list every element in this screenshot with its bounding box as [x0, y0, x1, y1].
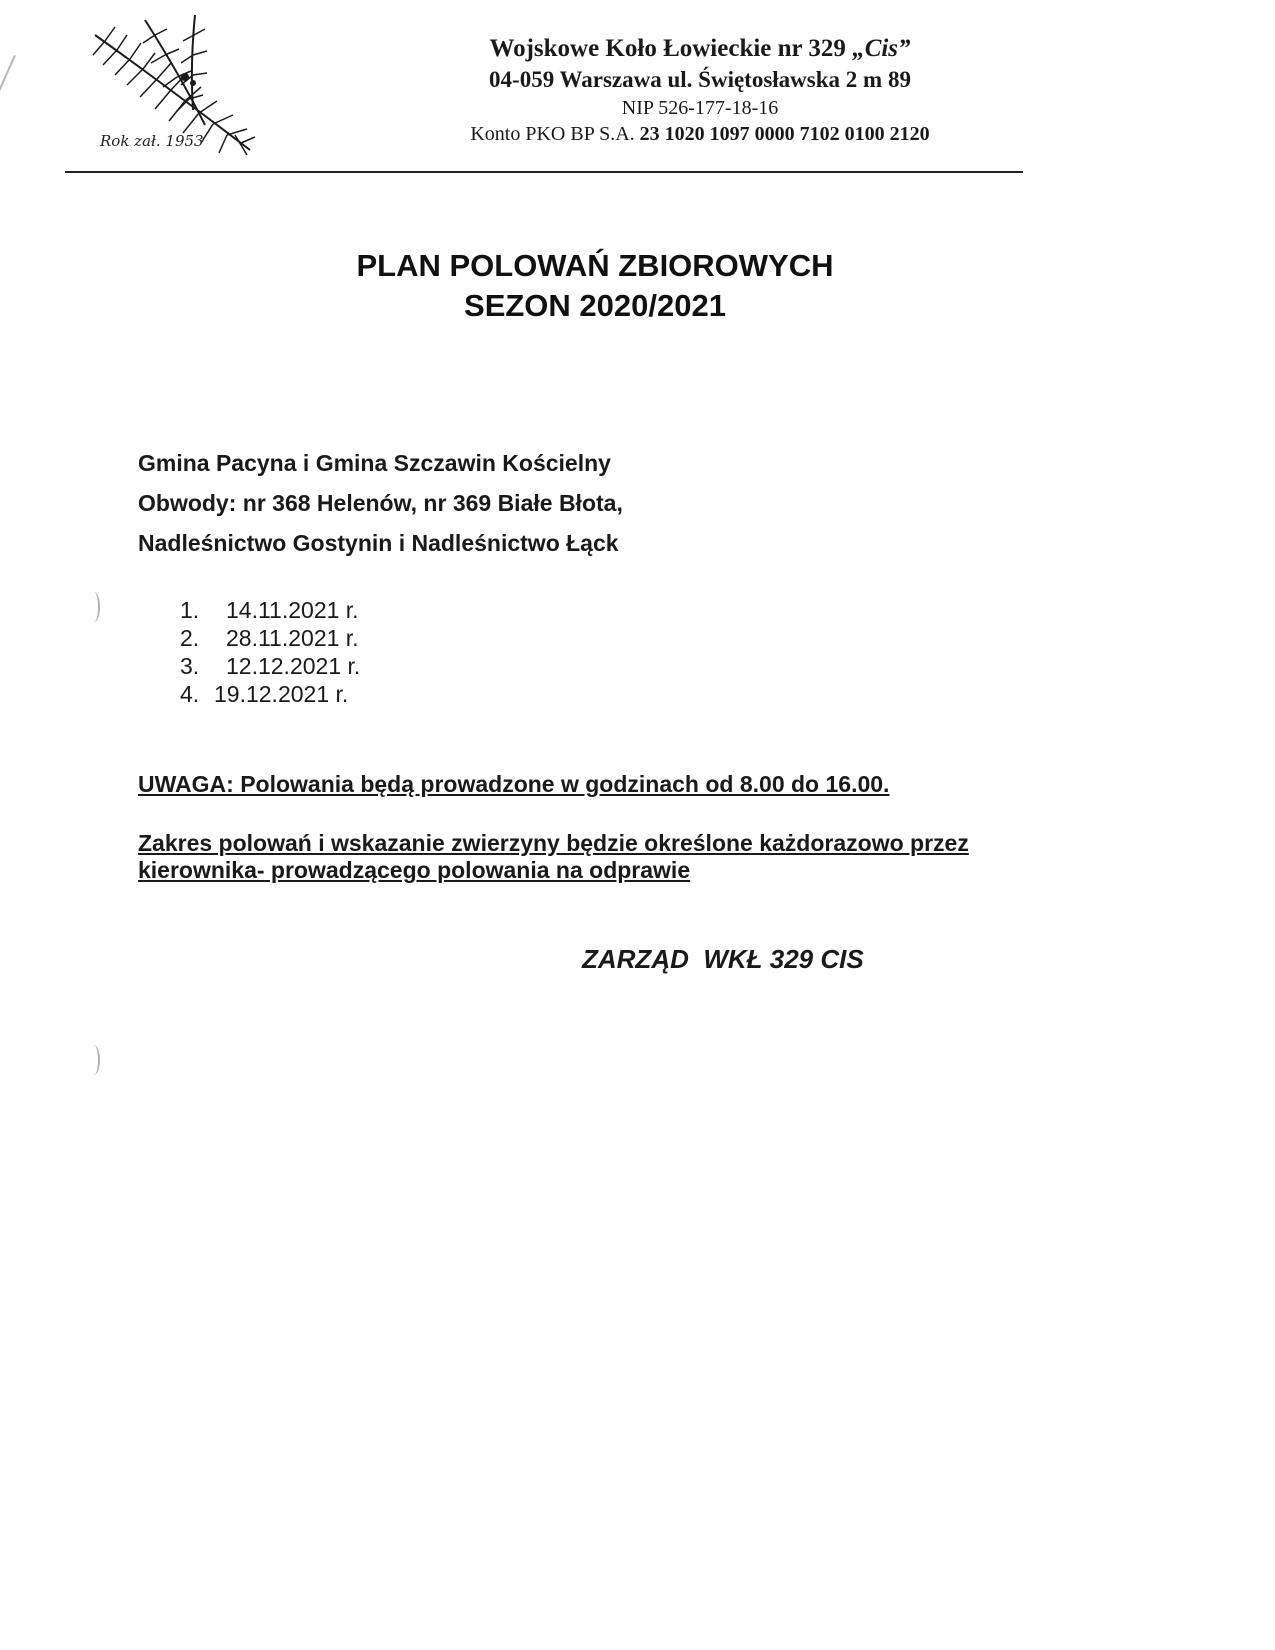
- scope-notice: Zakres polowań i wskazanie zwierzyny będzie określone każdorazowo przez kierownika- prowadzącego polowania na odprawie: [138, 830, 969, 883]
- title-line-1: PLAN POLOWAŃ ZBIOROWYCH: [356, 248, 834, 283]
- list-item: 1. 14.11.2021 r.: [180, 597, 359, 623]
- document-title: [0, 246, 1190, 326]
- list-item: 4. 19.12.2021 r.: [180, 681, 349, 707]
- club-name: Wojskowe Koło Łowieckie nr 329 „Cis”: [489, 35, 911, 62]
- signature: ZARZĄD WKŁ 329 CIS: [582, 944, 864, 974]
- club-bank-account: Konto PKO BP S.A. 23 1020 1097 0000 7102 0100 2120: [470, 123, 930, 145]
- list-item: 3. 12.12.2021 r.: [180, 653, 361, 679]
- club-address: 04-059 Warszawa ul. Świętosławska 2 m 89: [489, 67, 911, 92]
- info-districts: Obwody: nr 368 Helenów, nr 369 Białe Błota,: [138, 490, 623, 516]
- punch-hole-mark: [88, 592, 100, 622]
- letterhead: [420, 33, 980, 147]
- title-line-2: SEZON 2020/2021: [464, 288, 726, 323]
- info-forest-districts: Nadleśnictwo Gostynin i Nadleśnictwo Łąck: [138, 530, 619, 556]
- hunting-area-info: [138, 443, 623, 563]
- letterhead-divider: [65, 171, 1023, 173]
- club-nip: NIP 526-177-18-16: [621, 97, 779, 119]
- hunt-dates-list: [180, 596, 360, 708]
- scan-edge-line: [0, 55, 16, 211]
- punch-hole-mark: [88, 1045, 100, 1075]
- logo-founded-text: Rok zał. 1953: [100, 132, 204, 150]
- hours-notice: UWAGA: Polowania będą prowadzone w godzinach od 8.00 do 16.00.: [138, 771, 890, 797]
- list-item: 2. 28.11.2021 r.: [180, 625, 359, 651]
- info-municipalities: Gmina Pacyna i Gmina Szczawin Kościelny: [138, 450, 611, 476]
